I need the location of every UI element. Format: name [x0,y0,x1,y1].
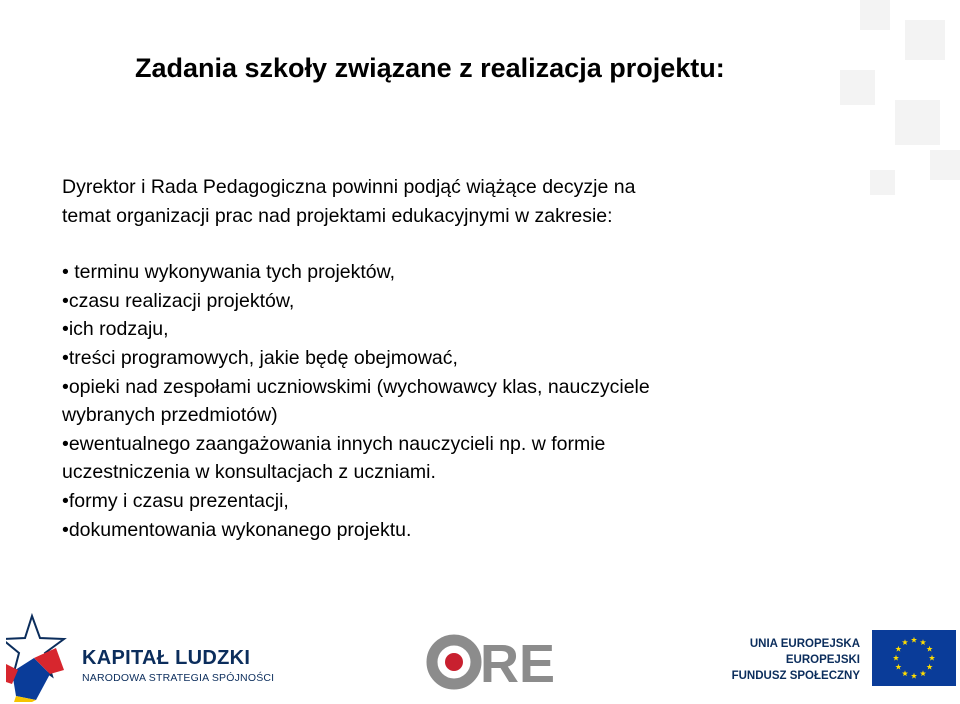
bullet-item [62,487,862,516]
bullet-text: •dokumentowania wykonanego projektu. [62,518,412,541]
bullet-text: •formy i czasu prezentacji, [62,489,289,512]
bullet-text-continuation: uczestniczenia w konsultacjach z uczniami. [62,461,436,484]
content-body [62,173,862,544]
intro-line: temat organizacji prac nad projektami edukacyjnymi w zakresie: [62,204,613,227]
bullet-item [62,516,862,545]
bullet-item [62,373,862,430]
bullet-item [62,287,862,316]
kapital-ludzki-name: KAPITAŁ LUDZKI [82,647,251,669]
bullet-text: •opieki nad zespołami uczniowskimi (wychowawcy klas, nauczyciele [62,375,650,398]
bullet-text: • terminu wykonywania tych projektów, [62,261,396,284]
bullet-text: •treści programowych, jakie będę obejmować, [62,346,458,369]
intro-paragraph [62,173,862,230]
intro-line: Dyrektor i Rada Pedagogiczna powinni podjąć wiążące decyzje na [62,176,636,198]
bullet-item [62,344,862,373]
eu-flag-icon [872,630,956,686]
eu-text-block [732,636,860,684]
eu-line-fund-1: EUROPEJSKI [785,654,860,666]
page-title: Zadania szkoły związane z realizacja projektu: [135,53,725,83]
bullet-item [62,315,862,344]
ore-logo-text: RE [480,634,556,694]
kapital-ludzki-star-logo [6,612,68,702]
eu-line-fund-2: FUNDUSZ SPOŁECZNY [731,670,860,682]
bullet-item [62,430,862,487]
bullet-text-continuation: wybranych przedmiotów) [62,404,278,427]
bullet-text: •ich rodzaju, [62,318,169,341]
footer-logos [0,612,960,704]
ore-logo [426,630,558,694]
bullet-item [62,258,862,287]
kapital-ludzki-subtitle: NARODOWA STRATEGIA SPÓJNOŚCI [82,672,275,684]
eu-line-union: UNIA EUROPEJSKA [749,638,860,650]
bullet-text: •czasu realizacji projektów, [62,289,295,312]
bullet-text: •ewentualnego zaangażowania innych nauczycieli np. w formie [62,432,606,455]
bullet-list [62,258,862,544]
